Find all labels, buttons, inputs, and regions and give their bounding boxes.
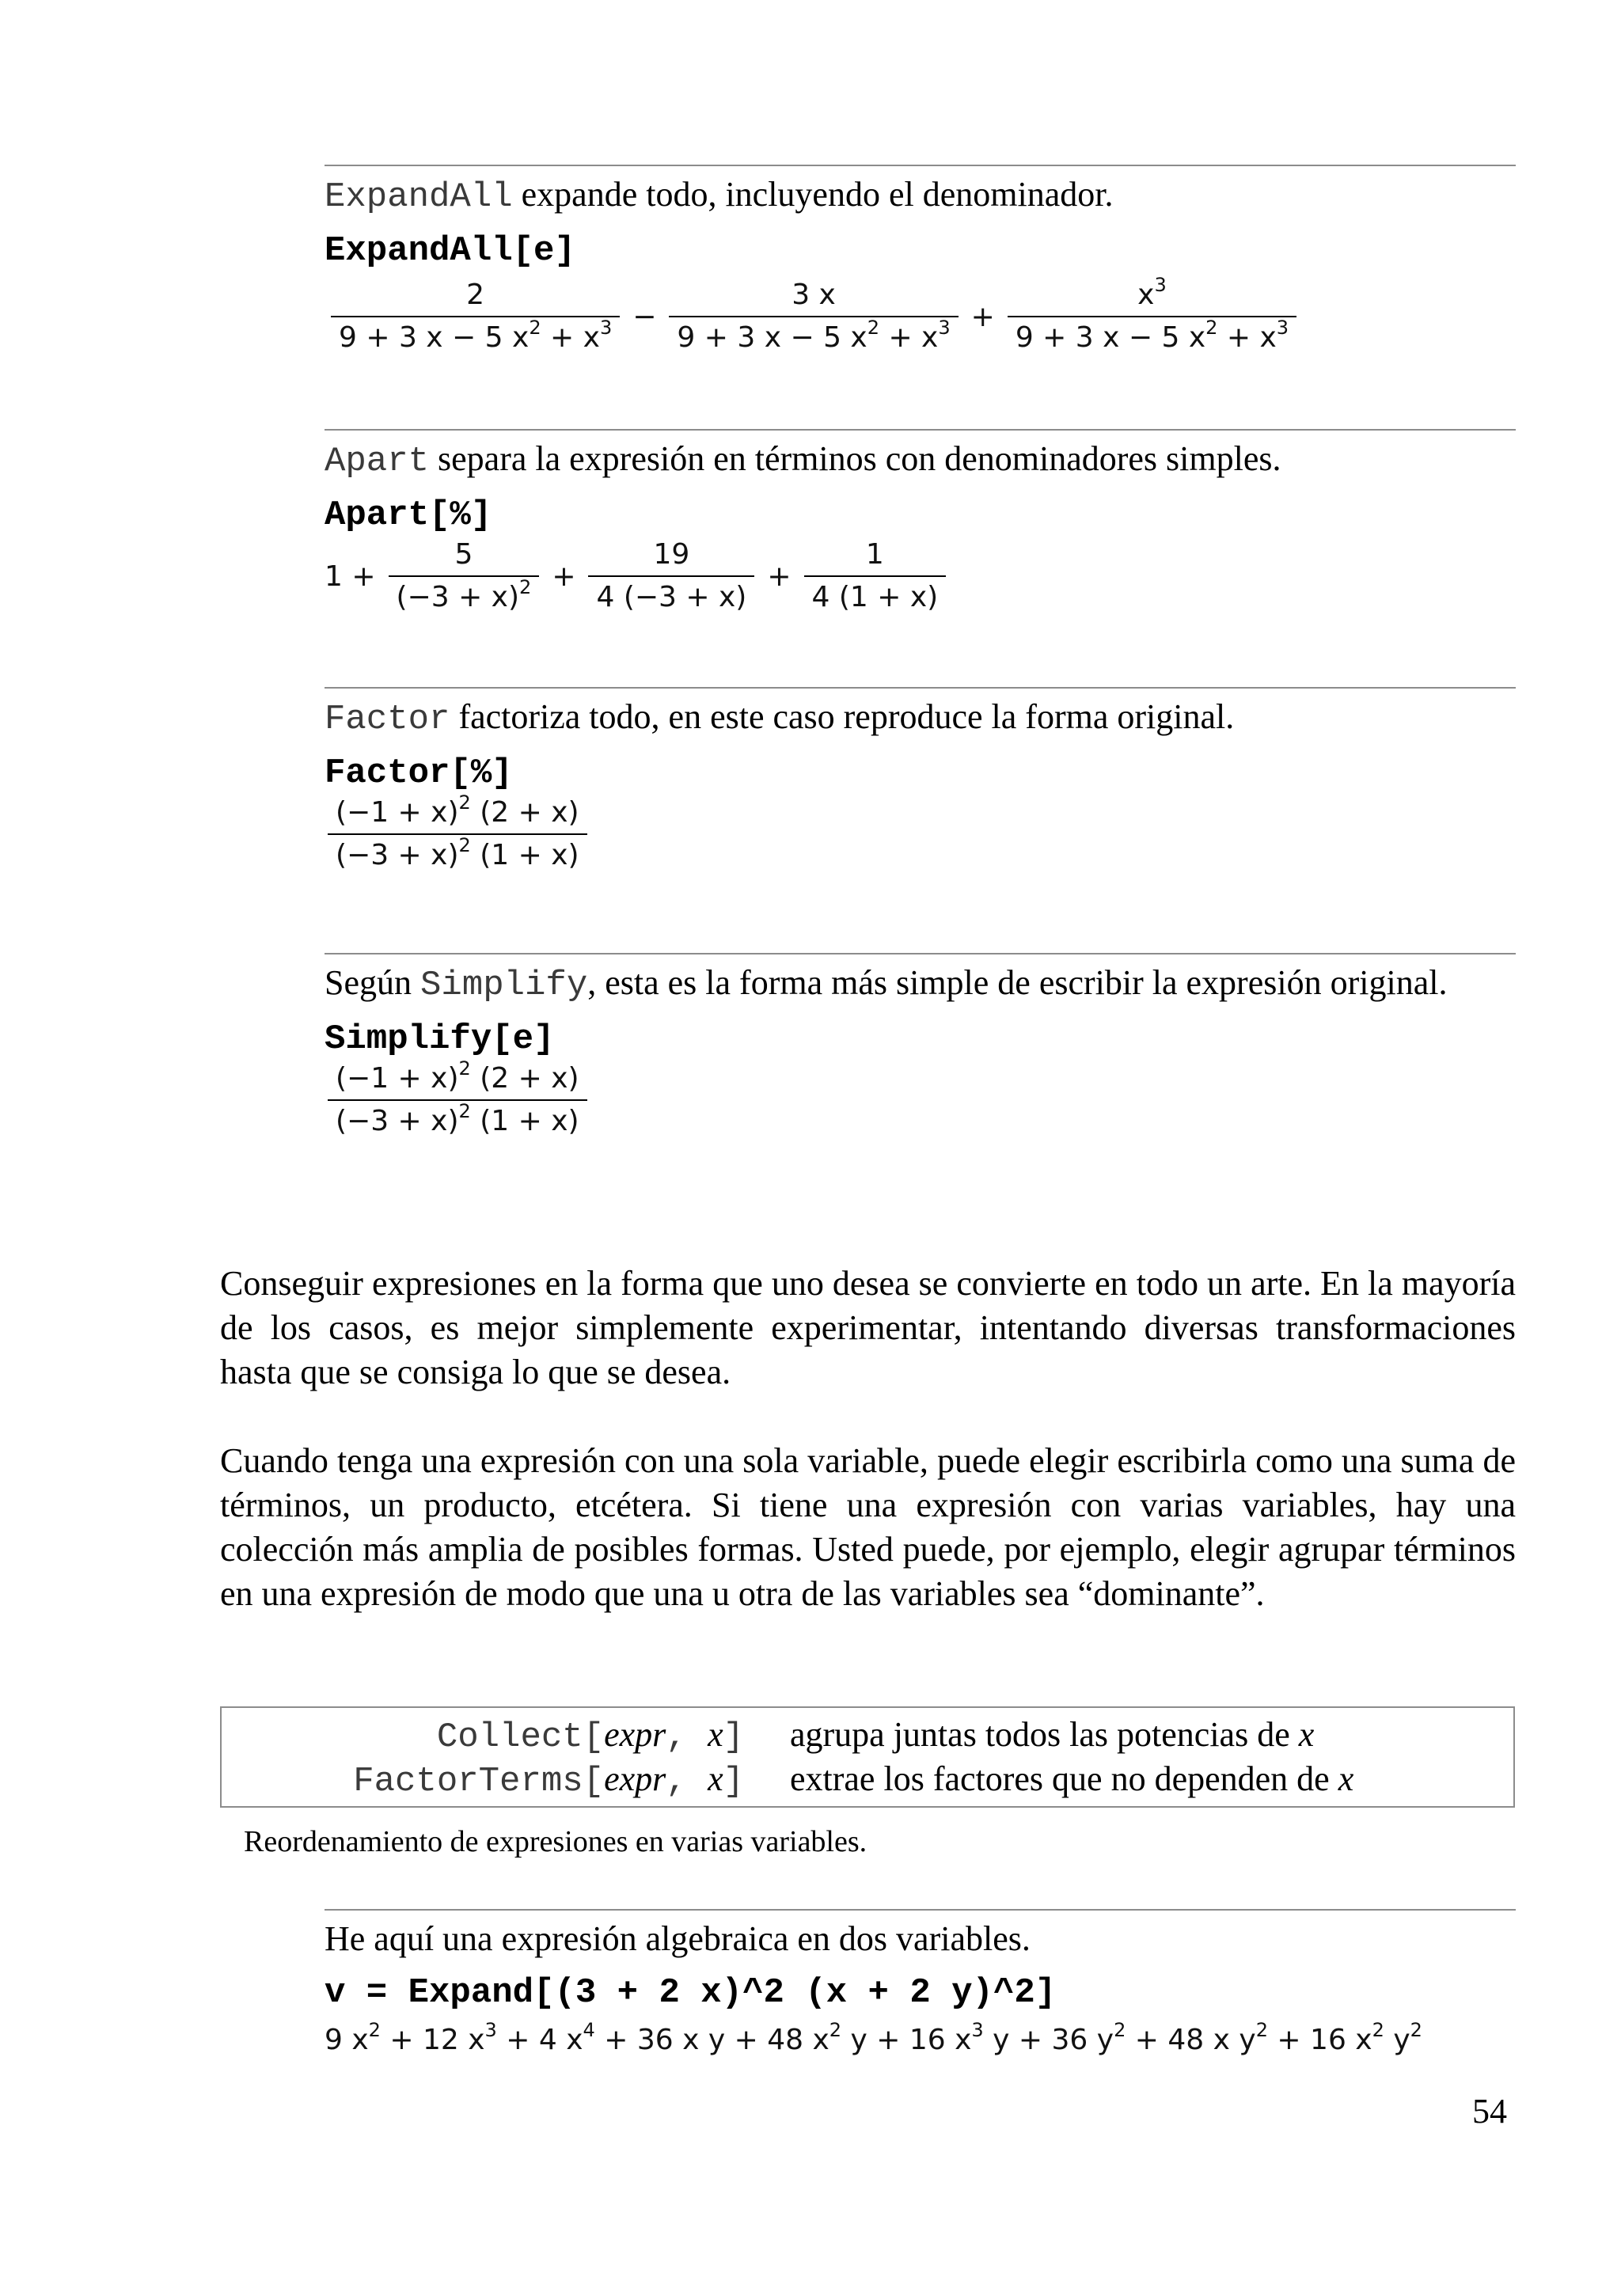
section-factor xyxy=(325,687,1516,942)
fraction: $\frac{3 x}{9 + 3 x - 5 x^2 + x^3}$ xyxy=(669,278,958,355)
function-name: Apart xyxy=(325,442,430,481)
table-caption: Reordenamiento de expresiones en varias variables. xyxy=(244,1825,867,1858)
input-cell[interactable]: Simplify[e] xyxy=(325,1019,555,1059)
function-name: Factor xyxy=(325,700,450,739)
input-cell[interactable]: Factor[%] xyxy=(325,753,513,793)
output-cell: $\frac{2}{9 + 3 x - 5 x^2 + x^3}$ − $\frac{3 x}{9 + 3 x - 5 x^2 + x^3}$ + $\frac{x^3}{9 + 3 x - 5 x^2 + x^3}$ xyxy=(325,278,1516,355)
function-name: Simplify xyxy=(420,966,588,1005)
function-name: ExpandAll xyxy=(325,177,513,217)
section-expandall xyxy=(325,165,1516,419)
table-cell-function: Collect[expr, x] xyxy=(436,1715,744,1757)
function-table xyxy=(220,1706,1515,1808)
input-cell[interactable]: Apart[%] xyxy=(325,495,492,535)
section-apart xyxy=(325,429,1516,684)
table-row xyxy=(222,1713,1513,1757)
section-simplify xyxy=(325,953,1516,1255)
fraction: $\frac{(-1 + x)^2 (2 + x)}{(-3 + x)^2 (1 + x)}$ xyxy=(328,795,587,873)
section-description: ExpandAll expande todo, incluyendo el denominador. xyxy=(325,175,1114,217)
table-cell-description: extrae los factores que no dependen de x xyxy=(790,1759,1354,1798)
table-cell-description: agrupa juntas todos las potencias de x xyxy=(790,1715,1315,1754)
input-cell[interactable]: v = Expand[(3 + 2 x)^2 (x + 2 y)^2] xyxy=(325,1973,1057,2013)
output-cell xyxy=(325,791,1516,873)
table-cell-function: FactorTerms[expr, x] xyxy=(353,1759,744,1801)
section-expand-two-variables xyxy=(325,1909,1516,2085)
page-number: 54 xyxy=(1472,2092,1507,2131)
fraction: $\frac{x^3}{9 + 3 x - 5 x^2 + x^3}$ xyxy=(1008,278,1296,355)
fraction: $\frac{5}{(-3 + x)^2}$ xyxy=(389,537,540,615)
body-paragraph: Conseguir expresiones en la forma que uno desea se convierte en todo un arte. En la mayoría de los casos, es mejor simplemente experimentar, intentando diversas transformaciones hasta que se consiga lo que se desea. xyxy=(220,1264,1516,1391)
fraction: $\frac{1}{4 (1 + x)}$ xyxy=(804,537,947,615)
section-description: He aquí una expresión algebraica en dos variables. xyxy=(325,1919,1031,1958)
output-cell: 1 + $\frac{5}{(-3 + x)^2}$ + $\frac{19}{4 (-3 + x)}$ + $\frac{1}{4 (1 + x)}$ xyxy=(325,537,1516,615)
section-description: Según Simplify, esta es la forma más simple de escribir la expresión original. xyxy=(325,963,1448,1005)
output-cell xyxy=(325,1057,1516,1139)
fraction: $\frac{2}{9 + 3 x - 5 x^2 + x^3}$ xyxy=(331,278,620,355)
section-description: Factor factoriza todo, en este caso reproduce la forma original. xyxy=(325,697,1235,739)
body-paragraph: Cuando tenga una expresión con una sola variable, puede elegir escribirla como una suma de términos, un producto, etcétera. Si tiene una expresión con varias variables, hay una colección más amplia de posibles formas. Usted puede, por ejemplo, elegir agrupar términos en una expresión de modo que una u otra de las variables sea “dominante”. xyxy=(220,1441,1516,1613)
section-description: Apart separa la expresión en términos con denominadores simples. xyxy=(325,439,1281,481)
fraction: $\frac{(-1 + x)^2 (2 + x)}{(-3 + x)^2 (1 + x)}$ xyxy=(328,1061,587,1139)
table-row xyxy=(222,1757,1513,1801)
output-cell: 9 $x^2 + 12$ $x^3 + 4$ $x^4 + 36$ x y + 48 $x^2$ y + 16 $x^3$ y + 36 $y^2 + 48$ x $y^2 + 16$ $x^2$ $y^2$ xyxy=(325,2019,1422,2056)
input-cell[interactable]: ExpandAll[e] xyxy=(325,231,575,271)
fraction: $\frac{19}{4 (-3 + x)}$ xyxy=(588,537,754,615)
